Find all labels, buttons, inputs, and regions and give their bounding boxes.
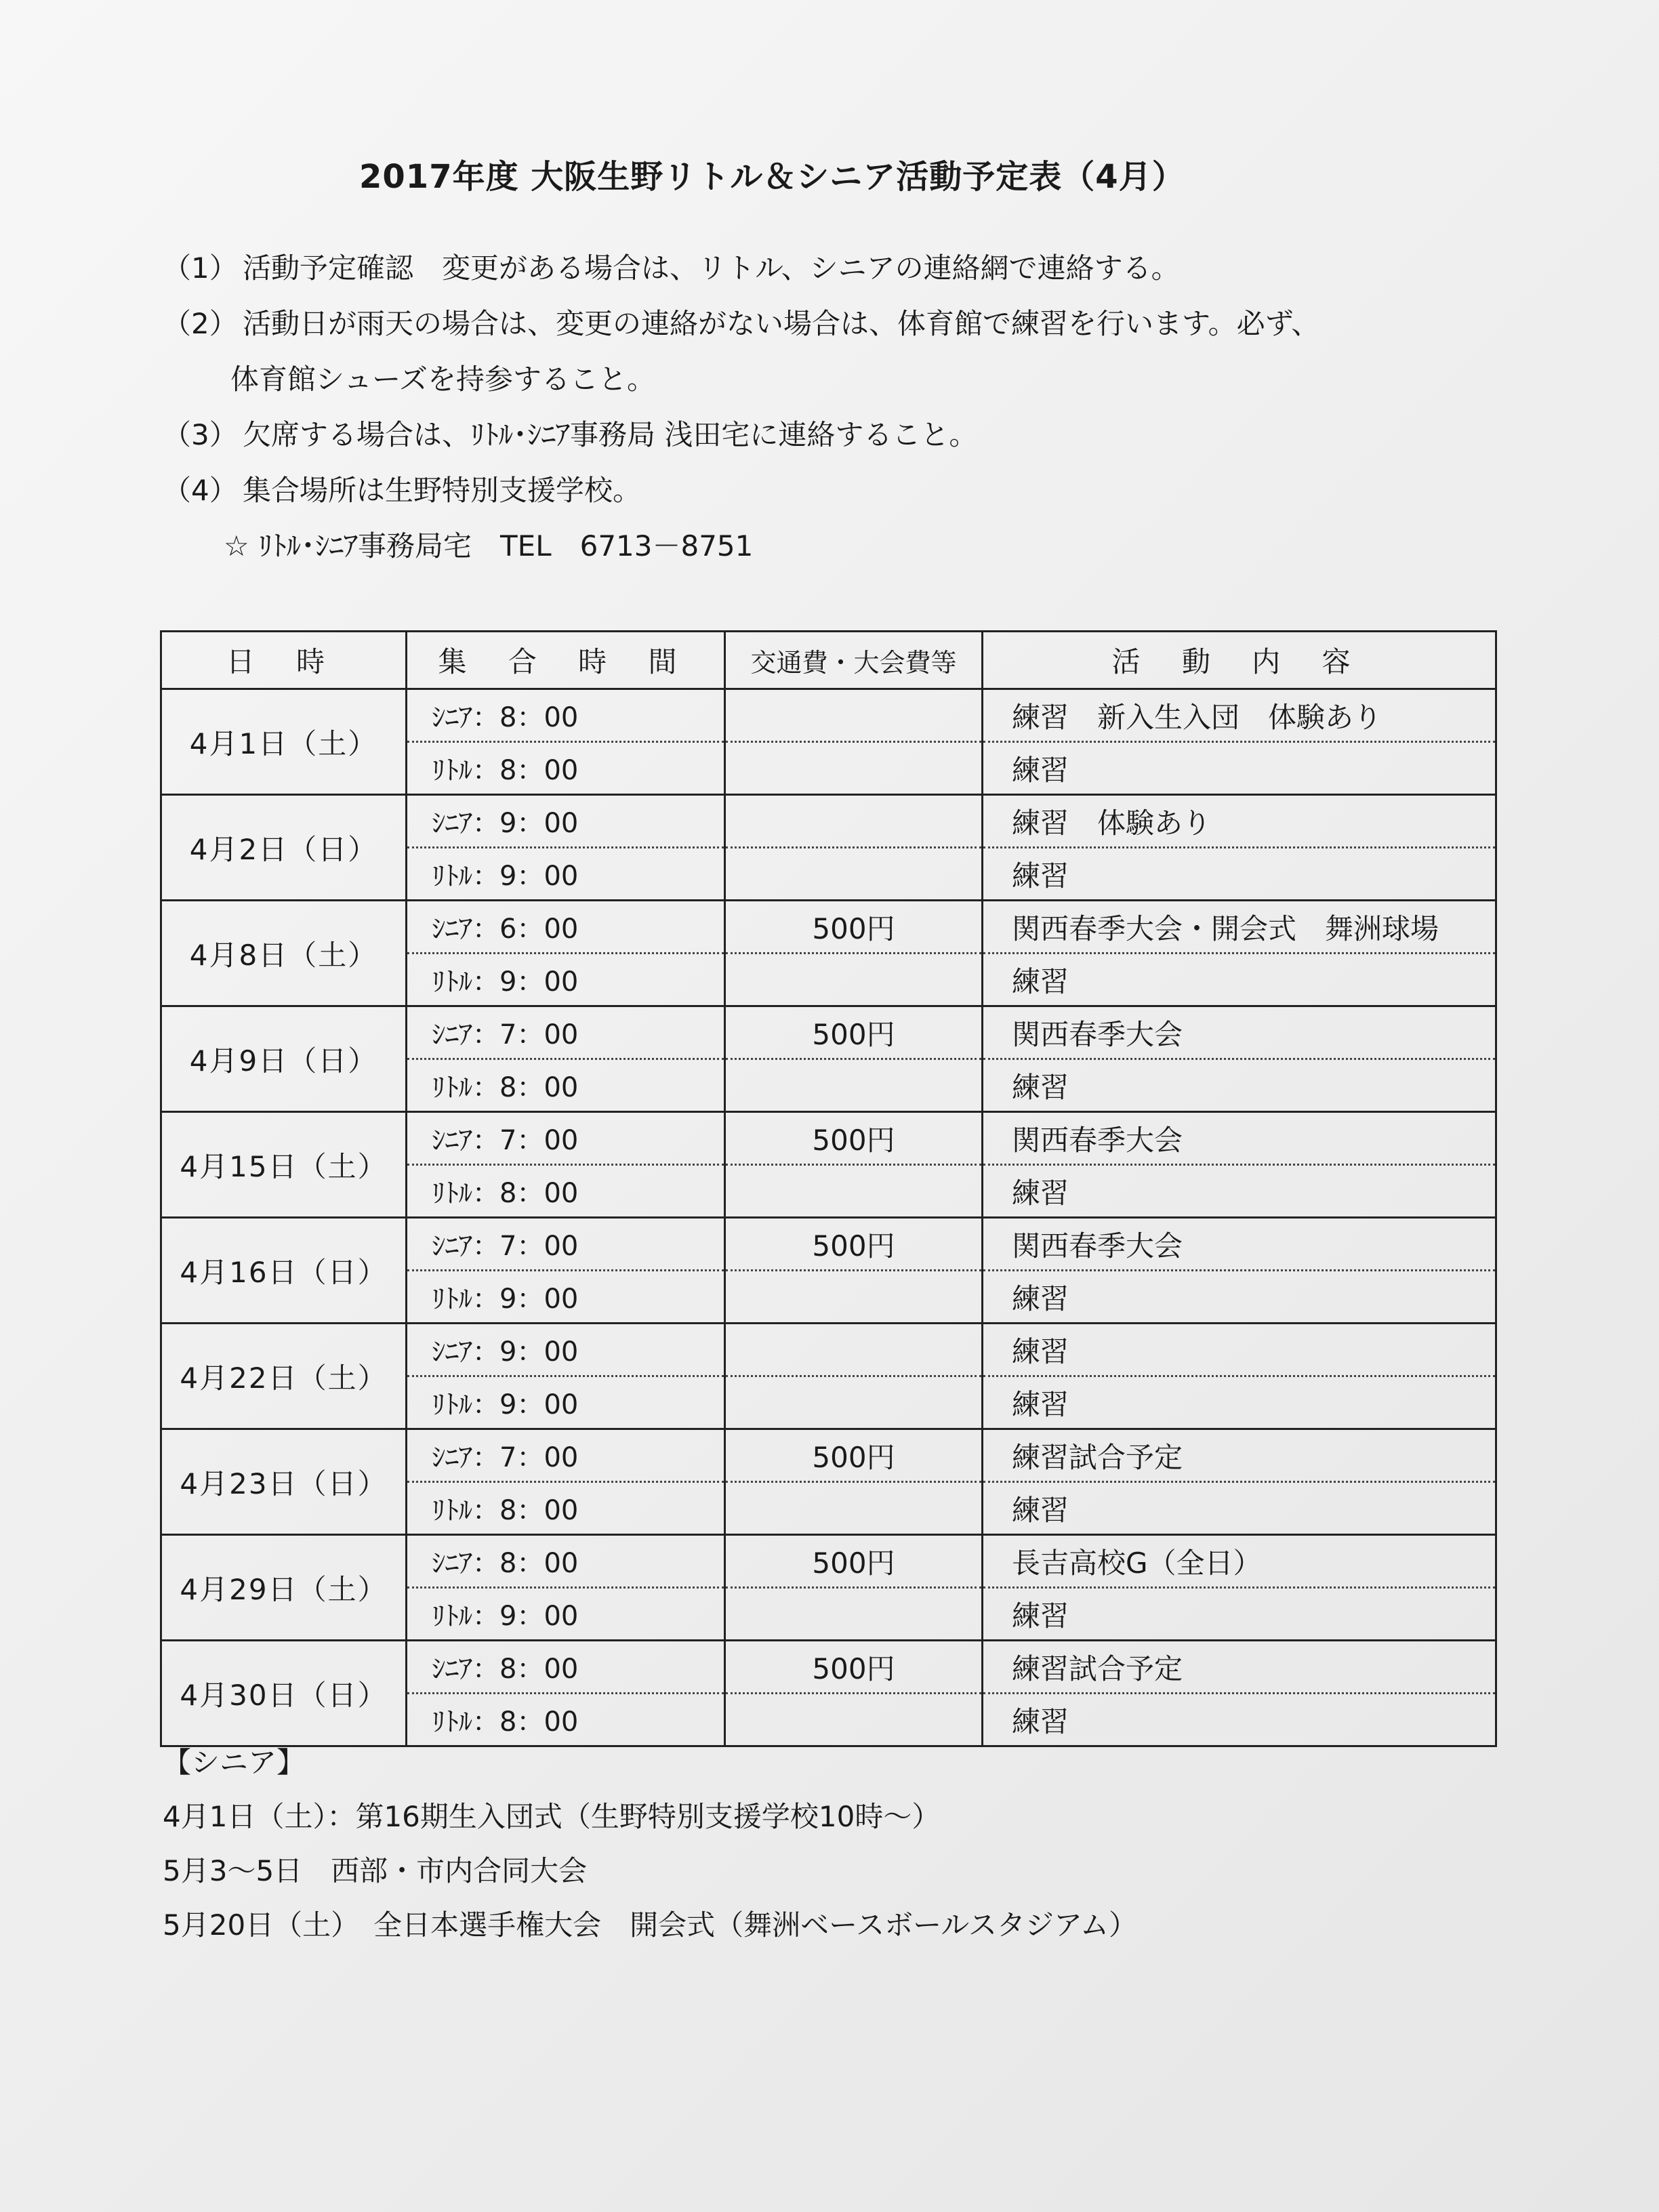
senior-time-cell: ｼﾆｱ：7：00 — [407, 1112, 725, 1165]
little-time-cell: ﾘﾄﾙ：9：00 — [407, 954, 725, 1006]
header-date: 日 時 — [161, 632, 407, 689]
senior-activity-cell: 練習試合予定 — [983, 1641, 1496, 1694]
senior-activity-cell: 練習 — [983, 1324, 1496, 1376]
note-number: （1） — [163, 251, 238, 285]
table-row — [161, 689, 1496, 742]
senior-time-cell: ｼﾆｱ：6：00 — [407, 901, 725, 954]
little-fee-cell — [725, 1588, 983, 1641]
note-item — [163, 418, 1518, 451]
header-time: 集 合 時 間 — [407, 632, 725, 689]
little-activity-cell: 練習 — [983, 1482, 1496, 1535]
little-activity-cell: 練習 — [983, 1588, 1496, 1641]
little-time-cell: ﾘﾄﾙ：9：00 — [407, 1271, 725, 1324]
little-activity-cell: 練習 — [983, 1059, 1496, 1112]
little-time-cell: ﾘﾄﾙ：9：00 — [407, 848, 725, 901]
table-row — [161, 901, 1496, 954]
schedule-table — [160, 630, 1497, 1747]
senior-activity-cell: 関西春季大会・開会式 舞洲球場 — [983, 901, 1496, 954]
note-item — [163, 307, 1518, 340]
little-fee-cell — [725, 1165, 983, 1218]
document-title: 2017年度 大阪生野リトル＆シニア活動予定表（4月） — [359, 158, 1185, 196]
table-row — [161, 1006, 1496, 1059]
little-time-cell: ﾘﾄﾙ：8：00 — [407, 1059, 725, 1112]
table-row — [161, 795, 1496, 848]
senior-fee-cell: 500円 — [725, 1641, 983, 1694]
date-cell: 4月16日（日） — [161, 1218, 407, 1324]
little-activity-cell: 練習 — [983, 1376, 1496, 1429]
note-text: 活動予定確認 変更がある場合は、リトル、シニアの連絡網で連絡する。 — [243, 251, 1180, 285]
little-fee-cell — [725, 742, 983, 795]
senior-activity-cell: 関西春季大会 — [983, 1112, 1496, 1165]
senior-time-cell: ｼﾆｱ：7：00 — [407, 1006, 725, 1059]
header-activity: 活 動 内 容 — [983, 632, 1496, 689]
table-row — [161, 1641, 1496, 1694]
little-fee-cell — [725, 1694, 983, 1746]
table-row — [161, 1429, 1496, 1482]
little-activity-cell: 練習 — [983, 1165, 1496, 1218]
senior-fee-cell: 500円 — [725, 901, 983, 954]
little-activity-cell: 練習 — [983, 848, 1496, 901]
senior-fee-cell — [725, 689, 983, 742]
table-row — [161, 1218, 1496, 1271]
little-time-cell: ﾘﾄﾙ：8：00 — [407, 1165, 725, 1218]
notes-list — [163, 251, 1518, 588]
senior-time-cell: ｼﾆｱ：9：00 — [407, 1324, 725, 1376]
senior-fee-cell: 500円 — [725, 1006, 983, 1059]
schedule-body — [161, 689, 1496, 1746]
senior-fee-cell: 500円 — [725, 1112, 983, 1165]
senior-time-cell: ｼﾆｱ：8：00 — [407, 689, 725, 742]
senior-time-cell: ｼﾆｱ：8：00 — [407, 1641, 725, 1694]
header-fee: 交通費・大会費等 — [725, 632, 983, 689]
senior-activity-cell: 練習 新入生入団 体験あり — [983, 689, 1496, 742]
note-text: 活動日が雨天の場合は、変更の連絡がない場合は、体育館で練習を行います。必ず、 — [243, 307, 1320, 340]
senior-time-cell: ｼﾆｱ：7：00 — [407, 1218, 725, 1271]
senior-time-cell: ｼﾆｱ：8：00 — [407, 1535, 725, 1588]
date-cell: 4月8日（土） — [161, 901, 407, 1006]
little-time-cell: ﾘﾄﾙ：8：00 — [407, 1694, 725, 1746]
table-row — [161, 1535, 1496, 1588]
senior-fee-cell — [725, 1324, 983, 1376]
little-activity-cell: 練習 — [983, 1694, 1496, 1746]
table-header-row — [161, 632, 1496, 689]
date-cell: 4月23日（日） — [161, 1429, 407, 1535]
senior-fee-cell — [725, 795, 983, 848]
senior-time-cell: ｼﾆｱ：9：00 — [407, 795, 725, 848]
little-time-cell: ﾘﾄﾙ：9：00 — [407, 1376, 725, 1429]
date-cell: 4月1日（土） — [161, 689, 407, 795]
little-time-cell: ﾘﾄﾙ：8：00 — [407, 742, 725, 795]
note-text: 体育館シューズを持参すること。 — [230, 363, 656, 396]
note-item — [163, 251, 1518, 285]
little-fee-cell — [725, 954, 983, 1006]
senior-activity-cell: 関西春季大会 — [983, 1006, 1496, 1059]
date-cell: 4月2日（日） — [161, 795, 407, 901]
senior-fee-cell: 500円 — [725, 1429, 983, 1482]
senior-fee-cell: 500円 — [725, 1218, 983, 1271]
contact-line: ☆ ﾘﾄﾙ･ｼﾆｱ事務局宅 TEL 6713－8751 — [224, 529, 754, 562]
senior-activity-cell: 関西春季大会 — [983, 1218, 1496, 1271]
note-item-continued — [163, 365, 1518, 394]
little-time-cell: ﾘﾄﾙ：9：00 — [407, 1588, 725, 1641]
little-fee-cell — [725, 1059, 983, 1112]
date-cell: 4月30日（日） — [161, 1641, 407, 1746]
little-fee-cell — [725, 1271, 983, 1324]
little-fee-cell — [725, 1482, 983, 1535]
date-cell: 4月9日（日） — [161, 1006, 407, 1112]
little-activity-cell: 練習 — [983, 1271, 1496, 1324]
footer-line: 4月1日（土）：第16期生入団式（生野特別支援学校10時～） — [163, 1800, 941, 1833]
little-fee-cell — [725, 848, 983, 901]
note-number: （2） — [163, 307, 238, 340]
senior-time-cell: ｼﾆｱ：7：00 — [407, 1429, 725, 1482]
note-text: 欠席する場合は、ﾘﾄﾙ･ｼﾆｱ事務局 浅田宅に連絡すること。 — [243, 418, 978, 451]
note-number: （4） — [163, 474, 238, 507]
footer-line: 5月3～5日 西部・市内合同大会 — [163, 1854, 588, 1887]
table-row — [161, 1112, 1496, 1165]
senior-activity-cell: 練習 体験あり — [983, 795, 1496, 848]
date-cell: 4月15日（土） — [161, 1112, 407, 1218]
little-activity-cell: 練習 — [983, 954, 1496, 1006]
note-item — [163, 476, 1518, 505]
little-activity-cell: 練習 — [983, 742, 1496, 795]
table-row — [161, 1324, 1496, 1376]
senior-activity-cell: 練習試合予定 — [983, 1429, 1496, 1482]
little-fee-cell — [725, 1376, 983, 1429]
little-time-cell: ﾘﾄﾙ：8：00 — [407, 1482, 725, 1535]
footer-notes — [163, 1748, 1518, 1965]
footer-line: 5月20日（土） 全日本選手権大会 開会式（舞洲ベースボールスタジアム） — [163, 1908, 1138, 1942]
senior-fee-cell: 500円 — [725, 1535, 983, 1588]
senior-activity-cell: 長吉高校G（全日） — [983, 1535, 1496, 1588]
date-cell: 4月29日（土） — [161, 1535, 407, 1641]
note-text: 集合場所は生野特別支援学校。 — [243, 474, 642, 507]
note-number: （3） — [163, 418, 238, 451]
date-cell: 4月22日（土） — [161, 1324, 407, 1429]
footer-heading: 【シニア】 — [163, 1746, 306, 1779]
